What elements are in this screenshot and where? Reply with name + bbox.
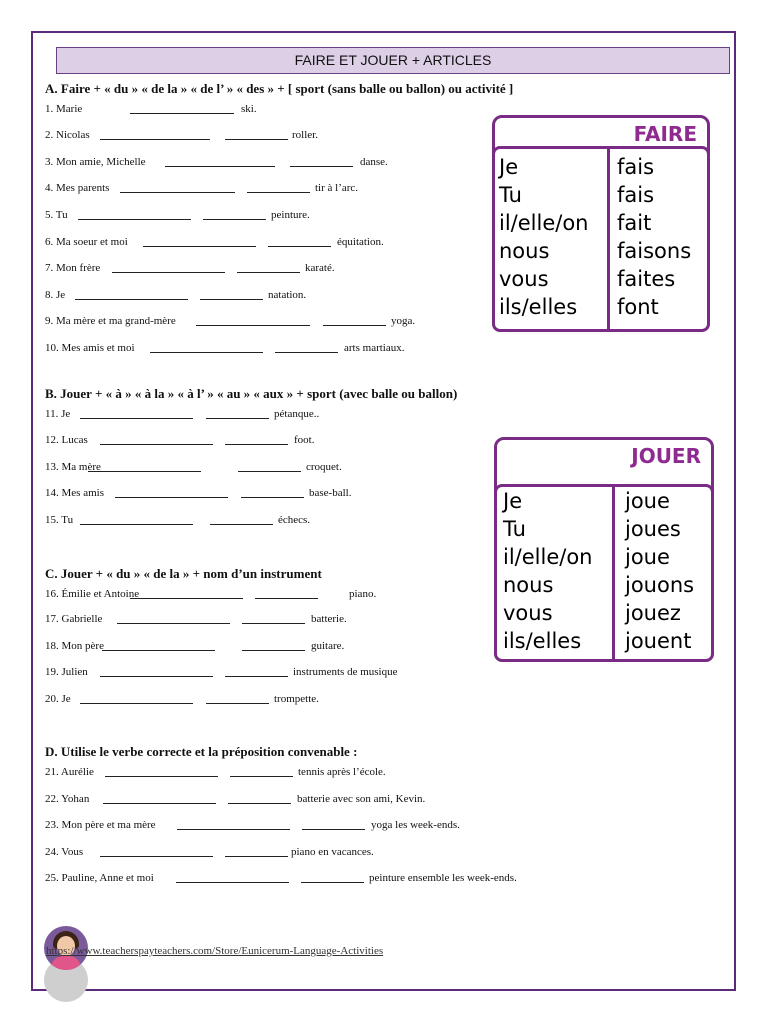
exercise-activity: instruments de musique [293, 666, 398, 678]
verb-blank-input[interactable] [75, 299, 188, 300]
jouer-form: joue [625, 545, 670, 569]
article-blank-input[interactable] [225, 856, 288, 857]
verb-blank-input[interactable] [165, 166, 275, 167]
verb-blank-input[interactable] [100, 139, 210, 140]
faire-pronoun: Tu [499, 183, 522, 207]
exercise-activity: danse. [360, 156, 388, 168]
jouer-pronoun: Je [503, 489, 523, 513]
exercise-activity: trompette. [274, 693, 319, 705]
verb-blank-input[interactable] [176, 882, 289, 883]
article-blank-input[interactable] [238, 471, 301, 472]
verb-blank-input[interactable] [130, 598, 243, 599]
jouer-form: joues [625, 517, 681, 541]
verb-blank-input[interactable] [177, 829, 290, 830]
exercise-subject: 19. Julien [45, 666, 88, 678]
jouer-conjugation-box [494, 437, 714, 662]
exercise-subject: 18. Mon père [45, 640, 104, 652]
verb-blank-input[interactable] [196, 325, 310, 326]
jouer-form: jouons [625, 573, 695, 597]
verb-blank-input[interactable] [103, 803, 216, 804]
faire-pronoun: nous [499, 239, 550, 263]
exercise-subject: 11. Je [45, 408, 71, 420]
article-blank-input[interactable] [275, 352, 338, 353]
jouer-divider [612, 487, 615, 659]
verb-blank-input[interactable] [100, 676, 213, 677]
exercise-activity: échecs. [278, 514, 311, 526]
faire-form: font [617, 295, 659, 319]
article-blank-input[interactable] [210, 524, 273, 525]
jouer-form: jouent [625, 629, 692, 653]
exercise-subject: 10. Mes amis et moi [45, 342, 135, 354]
avatar-body [51, 956, 81, 970]
exercise-activity: piano. [349, 588, 377, 600]
exercise-activity: base-ball. [309, 487, 352, 499]
verb-blank-input[interactable] [100, 856, 213, 857]
exercise-activity: tennis après l’école. [298, 766, 386, 778]
article-blank-input[interactable] [225, 139, 288, 140]
exercise-activity: roller. [292, 129, 318, 141]
exercise-subject: 20. Je [45, 693, 71, 705]
exercise-subject: 6. Ma soeur et moi [45, 236, 128, 248]
exercise-subject: 15. Tu [45, 514, 74, 526]
article-blank-input[interactable] [241, 497, 304, 498]
verb-blank-input[interactable] [80, 524, 193, 525]
jouer-pronoun: il/elle/on [503, 545, 593, 569]
exercise-subject: 7. Mon frère [45, 262, 101, 274]
jouer-table [494, 484, 714, 662]
article-blank-input[interactable] [302, 829, 365, 830]
exercise-subject: 12. Lucas [45, 434, 88, 446]
verb-blank-input[interactable] [88, 471, 201, 472]
verb-blank-input[interactable] [80, 703, 193, 704]
verb-blank-input[interactable] [143, 246, 256, 247]
exercise-activity: équitation. [337, 236, 384, 248]
section-b-heading: B. Jouer + « à » « à la » « à l’ » « au » « aux » + sport (avec balle ou ballon) [45, 386, 458, 401]
jouer-pronoun: vous [503, 601, 553, 625]
verb-blank-input[interactable] [112, 272, 225, 273]
exercise-activity: peinture ensemble les week-ends. [369, 872, 517, 884]
exercise-subject: 21. Aurélie [45, 766, 94, 778]
verb-blank-input[interactable] [105, 776, 218, 777]
article-blank-input[interactable] [206, 703, 269, 704]
faire-pronoun: ils/elles [499, 295, 578, 319]
exercise-subject: 5. Tu [45, 209, 68, 221]
article-blank-input[interactable] [203, 219, 266, 220]
exercise-activity: arts martiaux. [344, 342, 405, 354]
jouer-pronoun: ils/elles [503, 629, 582, 653]
verb-blank-input[interactable] [150, 352, 263, 353]
article-blank-input[interactable] [290, 166, 353, 167]
article-blank-input[interactable] [301, 882, 364, 883]
verb-blank-input[interactable] [80, 418, 193, 419]
faire-form: fait [617, 211, 652, 235]
exercise-activity: guitare. [311, 640, 345, 652]
article-blank-input[interactable] [206, 418, 269, 419]
exercise-subject: 4. Mes parents [45, 182, 110, 194]
exercise-subject: 1. Marie [45, 103, 83, 115]
exercise-activity: tir à l’arc. [315, 182, 359, 194]
exercise-activity: natation. [268, 289, 307, 301]
faire-divider [607, 149, 610, 329]
exercise-subject: 3. Mon amie, Michelle [45, 156, 146, 168]
faire-form: fais [617, 155, 655, 179]
faire-form: faites [617, 267, 676, 291]
jouer-title: JOUER [631, 444, 701, 468]
exercise-subject: 25. Pauline, Anne et moi [45, 872, 154, 884]
exercise-activity: batterie avec son ami, Kevin. [297, 793, 426, 805]
faire-form: faisons [617, 239, 692, 263]
article-blank-input[interactable] [237, 272, 300, 273]
exercise-subject: 24. Vous [45, 846, 84, 858]
store-link[interactable]: https://www.teacherspayteachers.com/Store/Eunicerum-Language-Activities [46, 945, 384, 957]
jouer-forms [625, 487, 694, 655]
article-blank-input[interactable] [242, 623, 305, 624]
article-blank-input[interactable] [230, 776, 293, 777]
exercise-subject: 16. Émilie et Antoine [45, 588, 140, 600]
exercise-subject: 14. Mes amis [45, 487, 104, 499]
exercise-activity: pétanque.. [274, 408, 320, 420]
section-a-heading: A. Faire + « du » « de la » « de l’ » « des » + [ sport (sans balle ou ballon) ou activité ] [45, 81, 514, 96]
section-d-heading: D. Utilise le verbe correcte et la préposition convenable : [45, 744, 358, 759]
verb-blank-input[interactable] [115, 497, 228, 498]
exercise-subject: 17. Gabrielle [45, 613, 103, 625]
worksheet-title: FAIRE ET JOUER + ARTICLES [56, 47, 730, 74]
article-blank-input[interactable] [225, 676, 288, 677]
jouer-form: joue [625, 489, 670, 513]
faire-conjugation-box [492, 115, 710, 332]
exercise-subject: 9. Ma mère et ma grand-mère [45, 315, 176, 327]
article-blank-input[interactable] [242, 650, 305, 651]
exercise-subject: 8. Je [45, 289, 66, 301]
exercise-activity: ski. [241, 103, 257, 115]
exercise-activity: yoga les week-ends. [371, 819, 460, 831]
jouer-form: jouez [625, 601, 681, 625]
exercise-subject: 23. Mon père et ma mère [45, 819, 156, 831]
article-blank-input[interactable] [200, 299, 263, 300]
faire-pronouns [499, 153, 589, 321]
verb-blank-input[interactable] [78, 219, 191, 220]
exercise-activity: peinture. [271, 209, 310, 221]
exercise-subject: 22. Yohan [45, 793, 90, 805]
verb-blank-input[interactable] [117, 623, 230, 624]
exercise-activity: karaté. [305, 262, 335, 274]
article-blank-input[interactable] [171, 113, 234, 114]
exercise-activity: foot. [294, 434, 315, 446]
faire-pronoun: il/elle/on [499, 211, 589, 235]
faire-table [492, 146, 710, 332]
article-blank-input[interactable] [323, 325, 386, 326]
exercise-activity: yoga. [391, 315, 416, 327]
verb-blank-input[interactable] [102, 650, 215, 651]
jouer-pronouns [503, 487, 593, 655]
section-c-heading: C. Jouer + « du » « de la » + nom d’un instrument [45, 566, 322, 581]
article-blank-input[interactable] [247, 192, 310, 193]
article-blank-input[interactable] [255, 598, 318, 599]
exercise-activity: piano en vacances. [291, 846, 374, 858]
exercise-subject: 13. Ma mère [45, 461, 101, 473]
article-blank-input[interactable] [268, 246, 331, 247]
exercise-subject: 2. Nicolas [45, 129, 90, 141]
faire-forms [617, 153, 691, 321]
exercise-activity: croquet. [306, 461, 342, 473]
verb-blank-input[interactable] [100, 444, 213, 445]
article-blank-input[interactable] [225, 444, 288, 445]
exercise-activity: batterie. [311, 613, 347, 625]
jouer-pronoun: nous [503, 573, 554, 597]
verb-blank-input[interactable] [120, 192, 235, 193]
faire-pronoun: Je [499, 155, 519, 179]
faire-form: fais [617, 183, 655, 207]
faire-title: FAIRE [633, 122, 697, 146]
article-blank-input[interactable] [228, 803, 291, 804]
jouer-pronoun: Tu [503, 517, 526, 541]
faire-pronoun: vous [499, 267, 549, 291]
